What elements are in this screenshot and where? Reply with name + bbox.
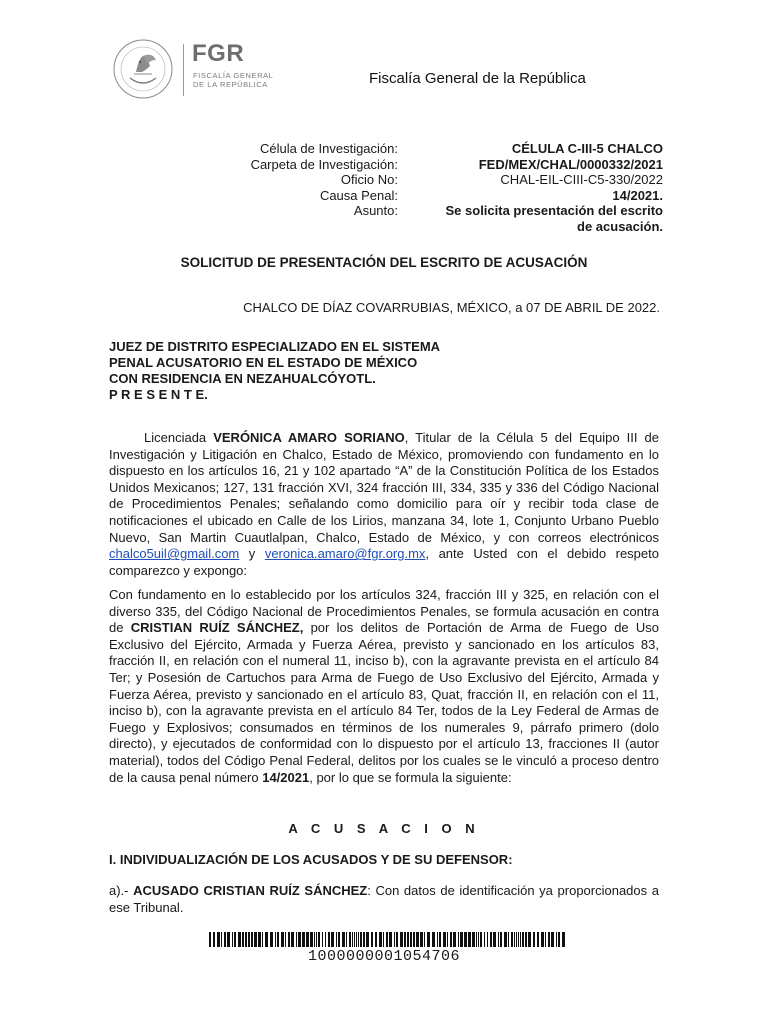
barcode-bar — [217, 932, 220, 947]
barcode-bar — [325, 932, 326, 947]
barcode-bar — [285, 932, 286, 947]
section-heading: I. INDIVIDUALIZACIÓN DE LOS ACUSADOS Y DE SU DEFENSOR: — [109, 852, 513, 867]
barcode-bar — [453, 932, 456, 947]
barcode — [209, 932, 566, 947]
barcode-bar — [302, 932, 305, 947]
asunto-value-line1: Se solicita presentación del escrito — [445, 203, 663, 218]
barcode-bar — [522, 932, 524, 947]
barcode-bar — [537, 932, 539, 947]
celula-value: CÉLULA C-III-5 CHALCO — [511, 141, 663, 156]
barcode-bar — [394, 932, 395, 947]
barcode-bar — [476, 932, 477, 947]
logo-divider — [183, 44, 184, 96]
barcode-bar — [346, 932, 347, 947]
asunto-value-line2: de acusación. — [577, 218, 663, 234]
barcode-bar — [551, 932, 554, 947]
barcode-bar — [338, 932, 340, 947]
barcode-bar — [298, 932, 301, 947]
barcode-bar — [209, 932, 211, 947]
barcode-bar — [310, 932, 313, 947]
barcode-bar — [424, 932, 425, 947]
national-seal-icon — [112, 38, 174, 100]
prosecutor-name: VERÓNICA AMARO SORIANO — [213, 430, 405, 445]
barcode-bar — [504, 932, 507, 947]
causa-value: 14/2021. — [612, 187, 663, 203]
barcode-bar — [270, 932, 273, 947]
barcode-bar — [375, 932, 377, 947]
barcode-bar — [318, 932, 320, 947]
barcode-bar — [234, 932, 236, 947]
barcode-bar — [254, 932, 257, 947]
barcode-bar — [500, 932, 502, 947]
barcode-bar — [336, 932, 337, 947]
barcode-bar — [306, 932, 309, 947]
barcode-bar — [221, 932, 222, 947]
barcode-bar — [296, 932, 297, 947]
barcode-bar — [316, 932, 317, 947]
agency-logo-acronym: FGR — [192, 40, 245, 67]
barcode-bar — [389, 932, 392, 947]
intro-paragraph: Licenciada VERÓNICA AMARO SORIANO, Titular de la Célula 5 del Equipo III de Investigación y Litigación en Chalco, Estado de México, promoviendo con fundamento en lo dispuesto en los artículos 16, 21 y 102 apartado “A” de la Constitución Política de los Estados Unidos Mexicanos; 127, 131 fracción XVI, 324 fracción III, 334, 335 y 336 del Código Nacional de Procedimientos Penales; señalando como domicilio para oír y recibir toda clase de notificaciones el ubicado en Calle de los Lirios, manzana 34, lote 1, Conjunto Urbano Pueblo Nuevo, San Martin Cuautlalpan, Chalco, Estado de México, y con correos electrónicos chalco5uil@gmail.com y veronica.amaro@fgr.org.mx, ante Usted con el debido respeto comparezco y expongo: — [109, 430, 659, 578]
accused-item: a).- ACUSADO CRISTIAN RUÍZ SÁNCHEZ: Con datos de identificación ya proporcionados a ese Tribunal. — [109, 883, 659, 915]
barcode-bar — [410, 932, 412, 947]
barcode-bar — [508, 932, 509, 947]
barcode-bar — [245, 932, 247, 947]
barcode-bar — [404, 932, 406, 947]
barcode-bar — [533, 932, 535, 947]
barcode-bar — [277, 932, 279, 947]
agency-logo-subtitle: FISCALÍA GENERAL DE LA REPÚBLICA — [193, 71, 274, 89]
barcode-bar — [437, 932, 438, 947]
barcode-bar — [400, 932, 403, 947]
barcode-bar — [528, 932, 531, 947]
barcode-bar — [520, 932, 521, 947]
barcode-bar — [484, 932, 485, 947]
barcode-bar — [464, 932, 467, 947]
barcode-bar — [558, 932, 560, 947]
barcode-bar — [450, 932, 452, 947]
barcode-bar — [342, 932, 345, 947]
meta-label: Célula de Investigación: — [259, 141, 398, 156]
meta-label: Oficio No: — [340, 172, 398, 187]
barcode-bar — [413, 932, 415, 947]
barcode-bar — [379, 932, 382, 947]
barcode-bar — [258, 932, 261, 947]
carpeta-value: FED/MEX/CHAL/0000332/2021 — [478, 156, 663, 172]
barcode-bar — [251, 932, 253, 947]
addressee-line: JUEZ DE DISTRITO ESPECIALIZADO EN EL SISTEMA — [109, 339, 441, 354]
barcode-bar — [331, 932, 334, 947]
barcode-bar — [232, 932, 233, 947]
barcode-bar — [356, 932, 357, 947]
barcode-bar — [548, 932, 550, 947]
barcode-bar — [322, 932, 323, 947]
meta-label: Asunto: — [353, 203, 398, 218]
barcode-bar — [498, 932, 499, 947]
barcode-bar — [349, 932, 351, 947]
addressee-line: PENAL ACUSATORIO EN EL ESTADO DE MÉXICO — [109, 355, 418, 370]
barcode-bar — [480, 932, 482, 947]
barcode-bar — [472, 932, 475, 947]
barcode-bar — [352, 932, 353, 947]
barcode-bar — [439, 932, 441, 947]
barcode-bar — [328, 932, 330, 947]
accusation-paragraph: Con fundamento en lo establecido por los artículos 324, fracción III y 325, en relación con el diverso 335, del Código Nacional de Procedimientos Penales, se formula acusación en contra de CRISTIAN RUÍZ SÁNCHEZ, por los delitos de Portación de Arma de Fuego de Uso Exclusivo del Ejército, Armada y Fuerza Aérea, previsto y sancionado en los artículos 83, fracción II, en relación con el numeral 11, inciso b), con la agravante prevista en el artículo 84 Ter; y Posesión de Cartuchos para Arma de Fuego de Uso Exclusivo del Ejército, Armada y Fuerza Aérea, previsto y sancionado en el artículo 83, Quat, fracción II, en relación con el 11, inciso b), con la agravante prevista en el artículo 84 Ter, todos de la Ley Federal de Armas de Fuego y Explosivos; consumados en términos de los numerales 9, párrafo primero (dolo directo), y ejecutados de conformidad con lo dispuesto por el artículo 13, fracciones II (autor material), todos del Código Penal Federal, delitos por los cuales se le vinculó a proceso dentro de la causa penal número 14/2021, por lo que se formula la siguiente: — [109, 587, 660, 785]
accused-name: CRISTIAN RUÍZ SÁNCHEZ, — [130, 620, 304, 636]
barcode-bar — [468, 932, 471, 947]
barcode-bar — [562, 932, 565, 947]
barcode-bar — [447, 932, 448, 947]
addressee-line: CON RESIDENCIA EN NEZAHUALCÓYOTL. — [109, 371, 376, 386]
barcode-bar — [493, 932, 496, 947]
barcode-bar — [458, 932, 459, 947]
acusacion-heading: A C U S A C I O N — [288, 821, 480, 836]
meta-label: Carpeta de Investigación: — [250, 156, 398, 172]
barcode-bar — [288, 932, 290, 947]
barcode-bar — [487, 932, 488, 947]
barcode-bar — [478, 932, 479, 947]
barcode-bar — [358, 932, 359, 947]
meta-label: Causa Penal: — [319, 187, 398, 203]
barcode-number: 1000000001054706 — [307, 948, 461, 965]
barcode-bar — [314, 932, 315, 947]
header-title: Fiscalía General de la República — [369, 70, 586, 87]
email-link-chalco[interactable]: chalco5uil@gmail.com — [109, 546, 240, 562]
barcode-bar — [541, 932, 544, 947]
barcode-bar — [460, 932, 463, 947]
barcode-bar — [366, 932, 369, 947]
barcode-bar — [516, 932, 517, 947]
barcode-bar — [416, 932, 419, 947]
barcode-bar — [427, 932, 430, 947]
barcode-bar — [242, 932, 244, 947]
barcode-bar — [514, 932, 515, 947]
barcode-bar — [262, 932, 263, 947]
barcode-bar — [511, 932, 513, 947]
addressee-line: P R E S E N T E. — [109, 387, 208, 402]
barcode-bar — [432, 932, 435, 947]
document-title: SOLICITUD DE PRESENTACIÓN DEL ESCRITO DE ACUSACIÓN — [180, 255, 588, 270]
barcode-bar — [265, 932, 268, 947]
meta-values — [446, 141, 663, 234]
causa-number: 14/2021 — [262, 769, 310, 785]
barcode-bar — [363, 932, 365, 947]
barcode-bar — [443, 932, 446, 947]
addressee-block — [109, 339, 440, 403]
barcode-bar — [407, 932, 409, 947]
barcode-bar — [354, 932, 355, 947]
barcode-bar — [525, 932, 527, 947]
email-link-veronica[interactable]: veronica.amaro@fgr.org.mx — [264, 546, 426, 562]
barcode-bar — [420, 932, 423, 947]
barcode-bar — [213, 932, 215, 947]
barcode-bar — [275, 932, 276, 947]
place-date: CHALCO DE DÍAZ COVARRUBIAS, MÉXICO, a 07 DE ABRIL DE 2022. — [243, 300, 660, 315]
barcode-bar — [545, 932, 546, 947]
barcode-bar — [556, 932, 557, 947]
barcode-bar — [227, 932, 230, 947]
accused-item-name: ACUSADO CRISTIAN RUÍZ SÁNCHEZ — [133, 883, 368, 898]
barcode-bar — [383, 932, 384, 947]
barcode-bar — [360, 932, 362, 947]
barcode-bar — [490, 932, 492, 947]
barcode-bar — [291, 932, 294, 947]
barcode-bar — [248, 932, 250, 947]
barcode-bar — [238, 932, 241, 947]
oficio-value: CHAL-EIL-CIII-C5-330/2022 — [500, 172, 663, 187]
barcode-bar — [386, 932, 388, 947]
barcode-bar — [224, 932, 226, 947]
barcode-bar — [396, 932, 398, 947]
barcode-bar — [371, 932, 373, 947]
meta-labels — [251, 141, 398, 219]
barcode-bar — [281, 932, 284, 947]
barcode-bar — [518, 932, 519, 947]
